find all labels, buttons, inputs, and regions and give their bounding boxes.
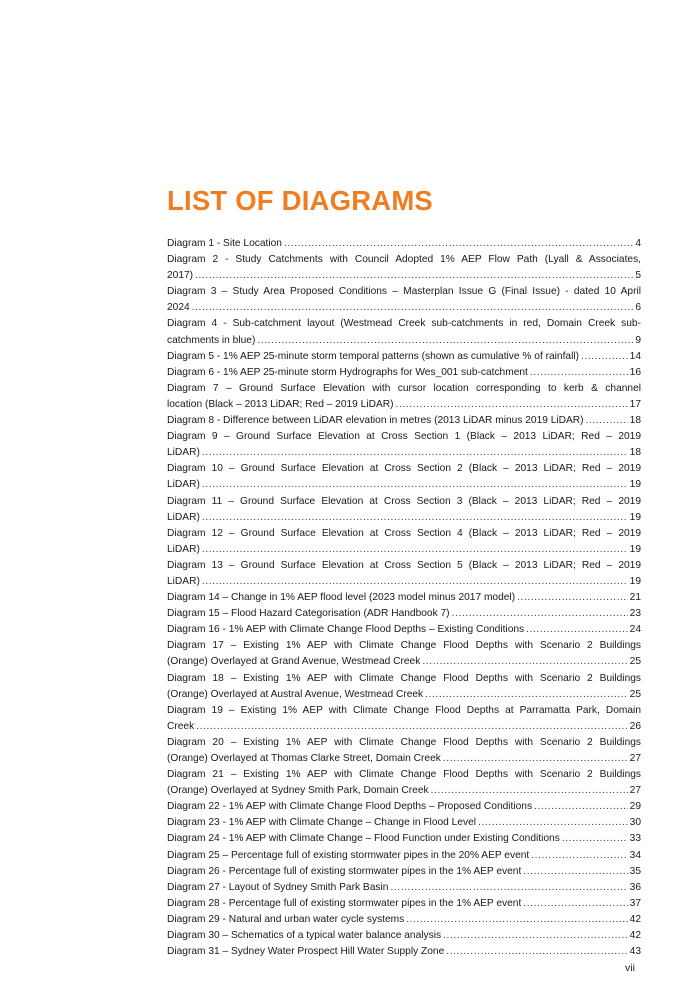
toc-entry-title: Diagram 31 – Sydney Water Prospect Hill Water Supply Zone (167, 946, 445, 958)
dot-leader (526, 622, 628, 638)
toc-entry-title: Diagram 24 - 1% AEP with Climate Change – Flood Function under Existing Conditions (167, 833, 560, 845)
toc-entry[interactable] (167, 590, 641, 606)
toc-entry[interactable] (167, 349, 641, 365)
toc-entry-title: Diagram 25 – Percentage full of existing stormwater pipes in the 20% AEP event (167, 849, 530, 861)
toc-entry-page: 24 (629, 624, 641, 636)
toc-entry-title: (Orange) Overlayed at Austral Avenue, Westmead Creek (167, 688, 424, 700)
toc-entry[interactable] (167, 864, 641, 880)
toc-entry-page: 17 (629, 398, 641, 410)
toc-entry[interactable] (167, 316, 641, 348)
toc-entry-title: Diagram 28 - Percentage full of existing stormwater pipes in the 1% AEP event (167, 897, 522, 909)
toc-entry-title: Diagram 6 - 1% AEP 25-minute storm Hydrographs for Wes_001 sub-catchment (167, 366, 528, 378)
toc-entry-title-line: Diagram 19 – Existing 1% AEP with Climate Change Flood Depths at Parramatta Park, Domain (167, 704, 641, 716)
toc-entry-page: 18 (629, 415, 641, 427)
toc-entry[interactable] (167, 413, 641, 429)
toc-entry-title-line: Diagram 12 – Ground Surface Elevation at Cross Section 4 (Black – 2013 LiDAR; Red – 2019 (167, 527, 641, 539)
toc-entry-title-line: Diagram 9 – Ground Surface Elevation at Cross Section 1 (Black – 2013 LiDAR; Red – 2019 (167, 431, 641, 443)
toc-entry-page: 26 (629, 720, 641, 732)
toc-entry[interactable] (167, 880, 641, 896)
toc-entry-page: 27 (629, 753, 641, 764)
toc-entry[interactable] (167, 831, 641, 847)
toc-entry-page: 4 (635, 238, 641, 249)
toc-entry[interactable] (167, 848, 641, 864)
dot-leader (523, 896, 627, 912)
dot-leader (202, 542, 628, 558)
page-number: vii (625, 962, 635, 974)
toc-entry[interactable] (167, 558, 641, 590)
toc-entry[interactable] (167, 944, 641, 960)
toc-entry-page: 25 (629, 656, 641, 668)
toc-entry-page: 16 (629, 366, 641, 378)
toc-entry-title-line: Diagram 20 – Existing 1% AEP with Climate Change Flood Depths with Scenario 2 Buildings (167, 736, 641, 748)
dot-leader (478, 815, 628, 831)
dot-leader (443, 751, 628, 767)
toc-entry[interactable] (167, 606, 641, 622)
dot-leader (581, 349, 628, 365)
toc-entry[interactable] (167, 815, 641, 831)
toc-entry-title: Diagram 8 - Difference between LiDAR elevation in metres (2013 LiDAR minus 2019 LiDAR) (167, 415, 584, 427)
dot-leader (531, 848, 627, 864)
toc-entry-title-line: Diagram 2 - Study Catchments with Council Adopted 1% AEP Flow Path (Lyall & Associates, (167, 254, 641, 266)
toc-entry-page: 34 (629, 849, 641, 861)
dot-leader (446, 944, 627, 960)
toc-entry[interactable] (167, 703, 641, 735)
toc-entry[interactable] (167, 638, 641, 670)
dot-leader (443, 928, 628, 944)
toc-entry-title-line: Diagram 3 – Study Area Proposed Conditions – Masterplan Issue G (Final Issue) - dated 10 April (167, 286, 641, 298)
toc-entry[interactable] (167, 236, 641, 252)
toc-entry-page: 19 (629, 479, 641, 491)
toc-entry-title: Creek (167, 720, 195, 732)
toc-entry-page: 30 (629, 817, 641, 829)
toc-entry-page: 35 (629, 865, 641, 877)
toc-entry-title: catchments in blue) (167, 334, 256, 346)
toc-entry[interactable] (167, 671, 641, 703)
toc-entry-title-line: Diagram 21 – Existing 1% AEP with Climate Change Flood Depths with Scenario 2 Buildings (167, 769, 641, 781)
toc-entry-title: Diagram 1 - Site Location (167, 238, 282, 249)
toc-entry[interactable] (167, 735, 641, 767)
toc-entry-title-line: Diagram 18 – Existing 1% AEP with Climate Change Flood Depths with Scenario 2 Buildings (167, 672, 641, 684)
toc-entry-page: 19 (629, 543, 641, 555)
toc-entry[interactable] (167, 461, 641, 493)
toc-entry-title: LiDAR) (167, 543, 200, 555)
toc-entry-title: Diagram 15 – Flood Hazard Categorisation (ADR Handbook 7) (167, 608, 450, 620)
toc-entry-page: 18 (629, 447, 641, 459)
dot-leader (202, 477, 628, 493)
toc-entry-title: Diagram 22 - 1% AEP with Climate Change Flood Depths – Proposed Conditions (167, 801, 533, 813)
dot-leader (192, 300, 634, 316)
toc-entry-page: 42 (629, 930, 641, 942)
toc-entry-page: 29 (629, 801, 641, 813)
toc-entry-title-line: Diagram 10 – Ground Surface Elevation at Cross Section 2 (Black – 2013 LiDAR; Red – 2019 (167, 463, 641, 475)
toc-entry-title: 2017) (167, 270, 194, 282)
dot-leader (517, 590, 628, 606)
toc-entry-title: (Orange) Overlayed at Sydney Smith Park, Domain Creek (167, 785, 429, 797)
dot-leader (452, 606, 628, 622)
toc-entry[interactable] (167, 494, 641, 526)
toc-entry-title: Diagram 26 - Percentage full of existing stormwater pipes in the 1% AEP event (167, 865, 522, 877)
toc-entry-title: Diagram 30 – Schematics of a typical water balance analysis (167, 930, 442, 942)
dot-leader (406, 912, 627, 928)
toc-entry[interactable] (167, 799, 641, 815)
dot-leader (530, 365, 628, 381)
toc-entry[interactable] (167, 526, 641, 558)
dot-leader (425, 687, 628, 703)
dot-leader (284, 236, 633, 252)
dot-leader (390, 880, 627, 896)
toc-entry-title: Diagram 16 - 1% AEP with Climate Change Flood Depths – Existing Conditions (167, 624, 525, 636)
dot-leader (422, 654, 627, 670)
dot-leader (523, 864, 627, 880)
toc-entry-page: 14 (629, 350, 641, 362)
toc-entry-page: 42 (629, 913, 641, 925)
toc-entry-title: Diagram 23 - 1% AEP with Climate Change – Change in Flood Level (167, 817, 477, 829)
toc-entry-page: 19 (629, 575, 641, 587)
toc-entry-page: 19 (629, 511, 641, 523)
dot-leader (534, 799, 628, 815)
toc-entry-title-line: Diagram 4 - Sub-catchment layout (Westmead Creek sub-catchments in red, Domain Creek sub- (167, 318, 641, 330)
list-of-diagrams (167, 236, 641, 960)
toc-entry-title: LiDAR) (167, 575, 200, 587)
toc-entry[interactable] (167, 767, 641, 799)
toc-entry-title: Diagram 29 - Natural and urban water cycle systems (167, 913, 405, 925)
toc-entry[interactable] (167, 896, 641, 912)
toc-entry[interactable] (167, 252, 641, 284)
toc-entry-page: 21 (629, 592, 641, 604)
dot-leader (562, 831, 628, 847)
dot-leader (431, 783, 628, 799)
toc-entry-title: LiDAR) (167, 479, 200, 491)
toc-entry-title: Diagram 27 - Layout of Sydney Smith Park Basin (167, 881, 389, 893)
dot-leader (202, 510, 628, 526)
toc-entry[interactable] (167, 928, 641, 944)
toc-entry[interactable] (167, 429, 641, 461)
toc-entry[interactable] (167, 381, 641, 413)
toc-entry-page: 23 (629, 608, 641, 620)
toc-entry-title-line: Diagram 17 – Existing 1% AEP with Climate Change Flood Depths with Scenario 2 Buildings (167, 640, 641, 652)
toc-entry-page: 25 (629, 688, 641, 700)
dot-leader (202, 574, 628, 590)
toc-entry-title: LiDAR) (167, 511, 200, 523)
dot-leader (195, 268, 633, 284)
dot-leader (396, 397, 628, 413)
toc-entry-title: Diagram 5 - 1% AEP 25-minute storm temporal patterns (shown as cumulative % of rainfall) (167, 350, 580, 362)
toc-entry-page: 37 (629, 897, 641, 909)
toc-entry-title-line: Diagram 7 – Ground Surface Elevation with cursor location corresponding to kerb & channel (167, 382, 641, 394)
toc-entry-title: Diagram 14 – Change in 1% AEP flood level (2023 model minus 2017 model) (167, 592, 516, 604)
toc-entry[interactable] (167, 912, 641, 928)
toc-entry-title-line: Diagram 13 – Ground Surface Elevation at Cross Section 5 (Black – 2013 LiDAR; Red – 2019 (167, 559, 641, 571)
toc-entry-page: 6 (635, 302, 641, 314)
toc-entry-title: location (Black – 2013 LiDAR; Red – 2019 LiDAR) (167, 398, 394, 410)
dot-leader (202, 445, 628, 461)
toc-entry-page: 9 (635, 334, 641, 346)
toc-entry-title: 2024 (167, 302, 190, 314)
toc-entry-page: 27 (629, 785, 641, 797)
toc-entry-title: (Orange) Overlayed at Grand Avenue, Westmead Creek (167, 656, 421, 668)
dot-leader (196, 719, 627, 735)
toc-entry[interactable] (167, 284, 641, 316)
toc-entry-page: 33 (629, 833, 641, 845)
toc-entry-title: LiDAR) (167, 447, 200, 459)
toc-entry-title-line: Diagram 11 – Ground Surface Elevation at Cross Section 3 (Black – 2013 LiDAR; Red – 2019 (167, 495, 641, 507)
toc-entry-page: 5 (635, 270, 641, 282)
page-title: LIST OF DIAGRAMS (167, 185, 433, 216)
toc-entry-title: (Orange) Overlayed at Thomas Clarke Street, Domain Creek (167, 753, 441, 764)
toc-entry-page: 36 (629, 881, 641, 893)
toc-entry-page: 43 (629, 946, 641, 958)
dot-leader (257, 333, 633, 349)
dot-leader (586, 413, 628, 429)
toc-entry[interactable] (167, 365, 641, 381)
toc-entry[interactable] (167, 622, 641, 638)
